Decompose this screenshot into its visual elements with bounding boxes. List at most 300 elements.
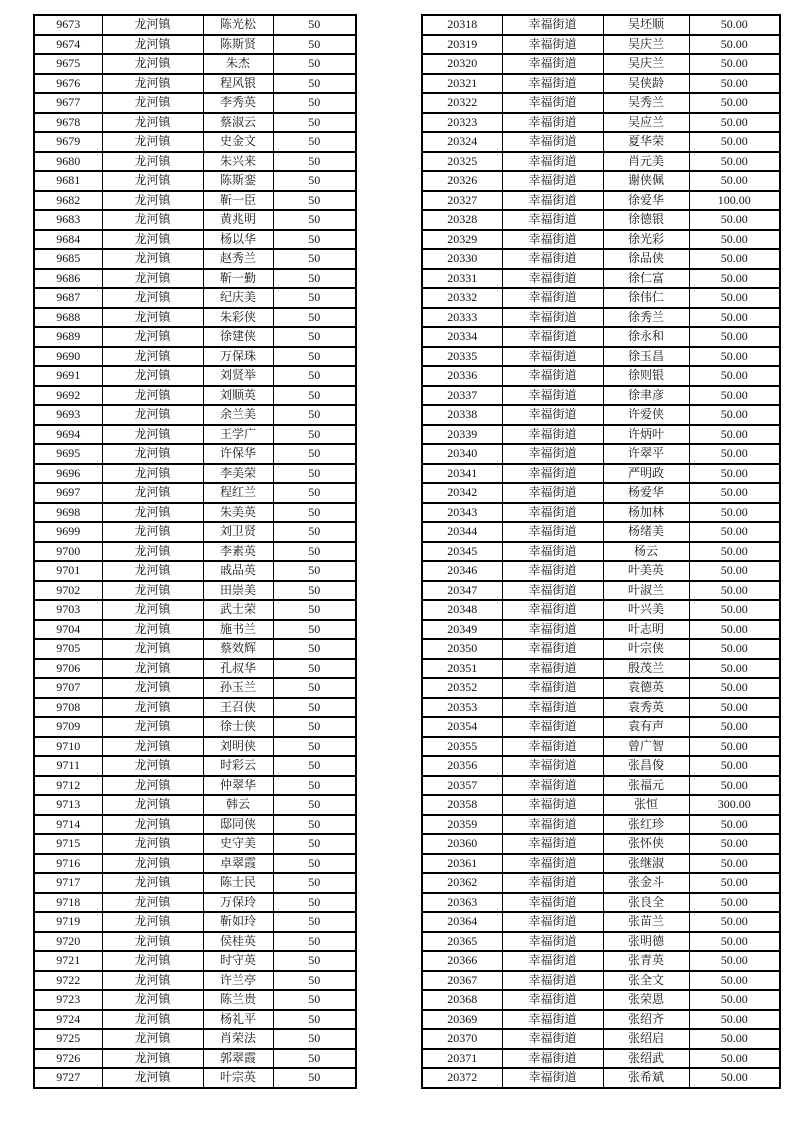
cell-id: 9689	[34, 327, 102, 347]
cell-id: 20322	[422, 93, 502, 113]
cell-region: 幸福街道	[502, 93, 603, 113]
cell-region: 龙河镇	[102, 932, 203, 952]
cell-amount: 50.00	[689, 893, 780, 913]
cell-name: 叶宗侠	[603, 639, 689, 659]
cell-name: 朱兴来	[203, 152, 273, 172]
cell-id: 9697	[34, 483, 102, 503]
cell-amount: 50.00	[689, 1010, 780, 1030]
cell-region: 龙河镇	[102, 386, 203, 406]
cell-amount: 50.00	[689, 249, 780, 269]
cell-amount: 50.00	[689, 815, 780, 835]
cell-name: 叶美英	[603, 561, 689, 581]
cell-region: 幸福街道	[502, 756, 603, 776]
cell-id: 20363	[422, 893, 502, 913]
cell-id: 20344	[422, 522, 502, 542]
cell-name: 靳一臣	[203, 191, 273, 211]
cell-name: 仲翠华	[203, 776, 273, 796]
cell-name: 谢侠佩	[603, 171, 689, 191]
cell-region: 龙河镇	[102, 542, 203, 562]
cell-name: 徐永和	[603, 327, 689, 347]
table-row	[422, 113, 780, 133]
table-row	[34, 717, 356, 737]
cell-region: 幸福街道	[502, 600, 603, 620]
cell-name: 徐爱华	[603, 191, 689, 211]
cell-region: 幸福街道	[502, 74, 603, 94]
table-row	[34, 854, 356, 874]
cell-amount: 50	[273, 522, 356, 542]
cell-name: 叶兴美	[603, 600, 689, 620]
cell-name: 杨爱华	[603, 483, 689, 503]
cell-name: 许兰亭	[203, 971, 273, 991]
cell-region: 幸福街道	[502, 990, 603, 1010]
cell-region: 幸福街道	[502, 230, 603, 250]
cell-amount: 50.00	[689, 776, 780, 796]
cell-region: 龙河镇	[102, 1029, 203, 1049]
cell-amount: 50.00	[689, 1068, 780, 1088]
cell-name: 王学广	[203, 425, 273, 445]
cell-amount: 50.00	[689, 308, 780, 328]
table-row	[422, 873, 780, 893]
cell-id: 9727	[34, 1068, 102, 1088]
table-row	[34, 522, 356, 542]
cell-amount: 50.00	[689, 756, 780, 776]
cell-amount: 50.00	[689, 347, 780, 367]
cell-id: 9687	[34, 288, 102, 308]
cell-name: 袁德英	[603, 678, 689, 698]
cell-id: 9713	[34, 795, 102, 815]
cell-id: 20339	[422, 425, 502, 445]
cell-amount: 50	[273, 249, 356, 269]
cell-region: 龙河镇	[102, 132, 203, 152]
cell-amount: 50.00	[689, 912, 780, 932]
table-row	[34, 74, 356, 94]
cell-region: 龙河镇	[102, 912, 203, 932]
cell-amount: 50	[273, 620, 356, 640]
cell-region: 幸福街道	[502, 444, 603, 464]
cell-name: 李秀英	[203, 93, 273, 113]
cell-id: 9726	[34, 1049, 102, 1069]
cell-id: 9684	[34, 230, 102, 250]
cell-id: 20361	[422, 854, 502, 874]
table-row	[422, 1049, 780, 1069]
cell-amount: 50	[273, 1029, 356, 1049]
cell-region: 幸福街道	[502, 425, 603, 445]
cell-region: 龙河镇	[102, 347, 203, 367]
cell-region: 幸福街道	[502, 54, 603, 74]
table-row	[34, 561, 356, 581]
cell-region: 龙河镇	[102, 288, 203, 308]
cell-name: 靳如玲	[203, 912, 273, 932]
cell-region: 幸福街道	[502, 308, 603, 328]
cell-amount: 50	[273, 659, 356, 679]
cell-amount: 50	[273, 776, 356, 796]
cell-amount: 50.00	[689, 620, 780, 640]
cell-region: 幸福街道	[502, 795, 603, 815]
cell-id: 9719	[34, 912, 102, 932]
cell-id: 9720	[34, 932, 102, 952]
cell-id: 9699	[34, 522, 102, 542]
table-row	[422, 425, 780, 445]
cell-region: 龙河镇	[102, 639, 203, 659]
cell-name: 刘卫贤	[203, 522, 273, 542]
cell-name: 张苗兰	[603, 912, 689, 932]
cell-id: 9724	[34, 1010, 102, 1030]
cell-name: 黄兆明	[203, 210, 273, 230]
table-row	[422, 503, 780, 523]
cell-amount: 50	[273, 951, 356, 971]
cell-amount: 50.00	[689, 990, 780, 1010]
table-row	[422, 620, 780, 640]
table-row	[34, 873, 356, 893]
cell-name: 韩云	[203, 795, 273, 815]
table-row	[422, 386, 780, 406]
cell-amount: 50.00	[689, 113, 780, 133]
cell-region: 幸福街道	[502, 776, 603, 796]
cell-id: 20324	[422, 132, 502, 152]
cell-amount: 50.00	[689, 288, 780, 308]
cell-amount: 50.00	[689, 210, 780, 230]
table-row	[34, 1068, 356, 1088]
cell-amount: 50.00	[689, 15, 780, 35]
cell-id: 20341	[422, 464, 502, 484]
table-row	[34, 483, 356, 503]
cell-id: 20319	[422, 35, 502, 55]
cell-region: 龙河镇	[102, 464, 203, 484]
cell-amount: 50.00	[689, 425, 780, 445]
cell-name: 纪庆美	[203, 288, 273, 308]
payment-roster-table-left	[33, 14, 357, 1089]
cell-id: 9714	[34, 815, 102, 835]
table-row	[422, 132, 780, 152]
cell-name: 张绍启	[603, 1029, 689, 1049]
table-row	[34, 425, 356, 445]
cell-name: 严明政	[603, 464, 689, 484]
cell-name: 张福元	[603, 776, 689, 796]
cell-name: 袁秀英	[603, 698, 689, 718]
cell-amount: 50	[273, 132, 356, 152]
cell-name: 杨加林	[603, 503, 689, 523]
cell-id: 9717	[34, 873, 102, 893]
cell-name: 程风银	[203, 74, 273, 94]
cell-amount: 50	[273, 639, 356, 659]
cell-region: 龙河镇	[102, 600, 203, 620]
cell-id: 20358	[422, 795, 502, 815]
table-row	[422, 639, 780, 659]
cell-region: 龙河镇	[102, 659, 203, 679]
cell-id: 20327	[422, 191, 502, 211]
cell-id: 20323	[422, 113, 502, 133]
cell-name: 张荣恩	[603, 990, 689, 1010]
cell-name: 武士荣	[203, 600, 273, 620]
table-row	[422, 698, 780, 718]
cell-amount: 50	[273, 327, 356, 347]
cell-id: 20369	[422, 1010, 502, 1030]
cell-name: 赵秀兰	[203, 249, 273, 269]
cell-region: 龙河镇	[102, 893, 203, 913]
cell-name: 杨以华	[203, 230, 273, 250]
table-row	[34, 444, 356, 464]
table-row	[422, 990, 780, 1010]
table-row	[422, 737, 780, 757]
cell-name: 杨绪美	[603, 522, 689, 542]
cell-name: 靳一勤	[203, 269, 273, 289]
cell-region: 幸福街道	[502, 15, 603, 35]
cell-id: 9682	[34, 191, 102, 211]
cell-amount: 50.00	[689, 1029, 780, 1049]
cell-id: 9703	[34, 600, 102, 620]
cell-amount: 50.00	[689, 542, 780, 562]
cell-id: 20343	[422, 503, 502, 523]
cell-id: 20355	[422, 737, 502, 757]
cell-name: 徐仁富	[603, 269, 689, 289]
table-row	[34, 698, 356, 718]
cell-name: 吴秀兰	[603, 93, 689, 113]
cell-id: 20356	[422, 756, 502, 776]
table-row	[422, 561, 780, 581]
cell-amount: 50.00	[689, 581, 780, 601]
table-row	[422, 54, 780, 74]
cell-amount: 50.00	[689, 483, 780, 503]
cell-name: 孔叔华	[203, 659, 273, 679]
cell-name: 施书兰	[203, 620, 273, 640]
table-row	[34, 678, 356, 698]
cell-region: 幸福街道	[502, 210, 603, 230]
cell-id: 20372	[422, 1068, 502, 1088]
table-row	[422, 932, 780, 952]
cell-amount: 50.00	[689, 522, 780, 542]
cell-amount: 50.00	[689, 737, 780, 757]
cell-id: 20362	[422, 873, 502, 893]
cell-id: 20364	[422, 912, 502, 932]
cell-region: 幸福街道	[502, 171, 603, 191]
cell-id: 20334	[422, 327, 502, 347]
cell-amount: 50	[273, 113, 356, 133]
cell-region: 龙河镇	[102, 483, 203, 503]
table-row	[34, 230, 356, 250]
cell-region: 龙河镇	[102, 1010, 203, 1030]
table-row	[34, 893, 356, 913]
cell-name: 陈士民	[203, 873, 273, 893]
cell-name: 徐士侠	[203, 717, 273, 737]
cell-id: 9692	[34, 386, 102, 406]
cell-amount: 50	[273, 893, 356, 913]
cell-region: 龙河镇	[102, 815, 203, 835]
cell-amount: 50.00	[689, 1049, 780, 1069]
cell-amount: 50	[273, 795, 356, 815]
cell-amount: 50	[273, 1010, 356, 1030]
cell-id: 9706	[34, 659, 102, 679]
cell-amount: 50.00	[689, 971, 780, 991]
table-row	[34, 15, 356, 35]
cell-name: 徐玉昌	[603, 347, 689, 367]
table-row	[422, 464, 780, 484]
cell-name: 徐伟仁	[603, 288, 689, 308]
cell-amount: 50	[273, 152, 356, 172]
cell-id: 9691	[34, 366, 102, 386]
cell-region: 龙河镇	[102, 366, 203, 386]
cell-region: 龙河镇	[102, 990, 203, 1010]
cell-amount: 50	[273, 678, 356, 698]
cell-region: 龙河镇	[102, 191, 203, 211]
cell-name: 王召侠	[203, 698, 273, 718]
cell-id: 9700	[34, 542, 102, 562]
cell-region: 幸福街道	[502, 249, 603, 269]
cell-id: 9679	[34, 132, 102, 152]
cell-region: 幸福街道	[502, 191, 603, 211]
cell-name: 程红兰	[203, 483, 273, 503]
cell-region: 龙河镇	[102, 561, 203, 581]
cell-id: 9685	[34, 249, 102, 269]
cell-name: 邸同侠	[203, 815, 273, 835]
cell-id: 20357	[422, 776, 502, 796]
table-row	[34, 464, 356, 484]
table-row	[34, 386, 356, 406]
cell-amount: 50	[273, 74, 356, 94]
cell-amount: 50	[273, 191, 356, 211]
cell-name: 殷茂兰	[603, 659, 689, 679]
cell-region: 龙河镇	[102, 74, 203, 94]
cell-amount: 50	[273, 230, 356, 250]
cell-id: 9722	[34, 971, 102, 991]
table-row	[422, 581, 780, 601]
cell-amount: 50.00	[689, 854, 780, 874]
table-row	[34, 366, 356, 386]
cell-name: 余兰美	[203, 405, 273, 425]
table-row	[422, 35, 780, 55]
table-row	[34, 600, 356, 620]
cell-name: 时守英	[203, 951, 273, 971]
cell-name: 陈兰贵	[203, 990, 273, 1010]
table-row	[422, 678, 780, 698]
cell-name: 郭翠霞	[203, 1049, 273, 1069]
table-row	[34, 249, 356, 269]
cell-id: 9725	[34, 1029, 102, 1049]
cell-amount: 50.00	[689, 327, 780, 347]
cell-region: 龙河镇	[102, 15, 203, 35]
cell-region: 幸福街道	[502, 873, 603, 893]
table-row	[34, 639, 356, 659]
cell-id: 20336	[422, 366, 502, 386]
cell-amount: 50	[273, 405, 356, 425]
cell-id: 9721	[34, 951, 102, 971]
cell-id: 20331	[422, 269, 502, 289]
cell-region: 龙河镇	[102, 210, 203, 230]
cell-name: 吴坯顺	[603, 15, 689, 35]
cell-id: 9693	[34, 405, 102, 425]
cell-name: 孙玉兰	[203, 678, 273, 698]
cell-id: 20320	[422, 54, 502, 74]
table-row	[34, 542, 356, 562]
cell-name: 蔡效辉	[203, 639, 273, 659]
cell-id: 9715	[34, 834, 102, 854]
table-row	[34, 327, 356, 347]
table-row	[422, 1010, 780, 1030]
cell-id: 20337	[422, 386, 502, 406]
cell-name: 徐品侠	[603, 249, 689, 269]
cell-amount: 50	[273, 834, 356, 854]
table-row	[34, 971, 356, 991]
cell-amount: 50	[273, 912, 356, 932]
table-row	[34, 659, 356, 679]
cell-amount: 50.00	[689, 951, 780, 971]
cell-region: 龙河镇	[102, 503, 203, 523]
cell-name: 刘明侠	[203, 737, 273, 757]
cell-id: 9681	[34, 171, 102, 191]
cell-region: 幸福街道	[502, 113, 603, 133]
payment-roster-left-body	[34, 15, 356, 1088]
cell-id: 20352	[422, 678, 502, 698]
cell-amount: 50.00	[689, 600, 780, 620]
table-row	[422, 776, 780, 796]
cell-region: 龙河镇	[102, 1049, 203, 1069]
cell-region: 龙河镇	[102, 269, 203, 289]
cell-amount: 50	[273, 873, 356, 893]
cell-region: 龙河镇	[102, 249, 203, 269]
cell-amount: 50.00	[689, 386, 780, 406]
cell-name: 许翠平	[603, 444, 689, 464]
table-row	[422, 15, 780, 35]
cell-id: 9673	[34, 15, 102, 35]
cell-name: 张青英	[603, 951, 689, 971]
table-row	[422, 600, 780, 620]
cell-name: 肖荣法	[203, 1029, 273, 1049]
cell-region: 幸福街道	[502, 639, 603, 659]
table-row	[34, 54, 356, 74]
cell-amount: 50.00	[689, 152, 780, 172]
cell-region: 幸福街道	[502, 951, 603, 971]
cell-region: 龙河镇	[102, 93, 203, 113]
table-row	[34, 113, 356, 133]
cell-name: 杨云	[603, 542, 689, 562]
cell-id: 9695	[34, 444, 102, 464]
table-row	[422, 756, 780, 776]
cell-id: 20350	[422, 639, 502, 659]
cell-name: 杨礼平	[203, 1010, 273, 1030]
cell-amount: 50.00	[689, 639, 780, 659]
cell-name: 史金文	[203, 132, 273, 152]
cell-amount: 50.00	[689, 269, 780, 289]
table-row	[34, 132, 356, 152]
table-row	[34, 93, 356, 113]
table-row	[34, 756, 356, 776]
payment-roster-right-body	[422, 15, 780, 1088]
cell-name: 吴应兰	[603, 113, 689, 133]
cell-id: 9716	[34, 854, 102, 874]
cell-id: 9677	[34, 93, 102, 113]
cell-amount: 50	[273, 425, 356, 445]
cell-name: 侯桂英	[203, 932, 273, 952]
cell-region: 龙河镇	[102, 113, 203, 133]
table-row	[34, 347, 356, 367]
cell-region: 龙河镇	[102, 971, 203, 991]
cell-id: 20340	[422, 444, 502, 464]
cell-id: 9701	[34, 561, 102, 581]
cell-name: 陈斯贤	[203, 35, 273, 55]
cell-id: 9711	[34, 756, 102, 776]
cell-region: 幸福街道	[502, 522, 603, 542]
cell-region: 幸福街道	[502, 503, 603, 523]
cell-id: 20335	[422, 347, 502, 367]
cell-id: 9683	[34, 210, 102, 230]
table-row	[34, 171, 356, 191]
cell-region: 龙河镇	[102, 522, 203, 542]
cell-amount: 50.00	[689, 35, 780, 55]
cell-region: 幸福街道	[502, 152, 603, 172]
cell-region: 幸福街道	[502, 912, 603, 932]
cell-id: 20347	[422, 581, 502, 601]
table-row	[34, 776, 356, 796]
table-row	[422, 1068, 780, 1088]
